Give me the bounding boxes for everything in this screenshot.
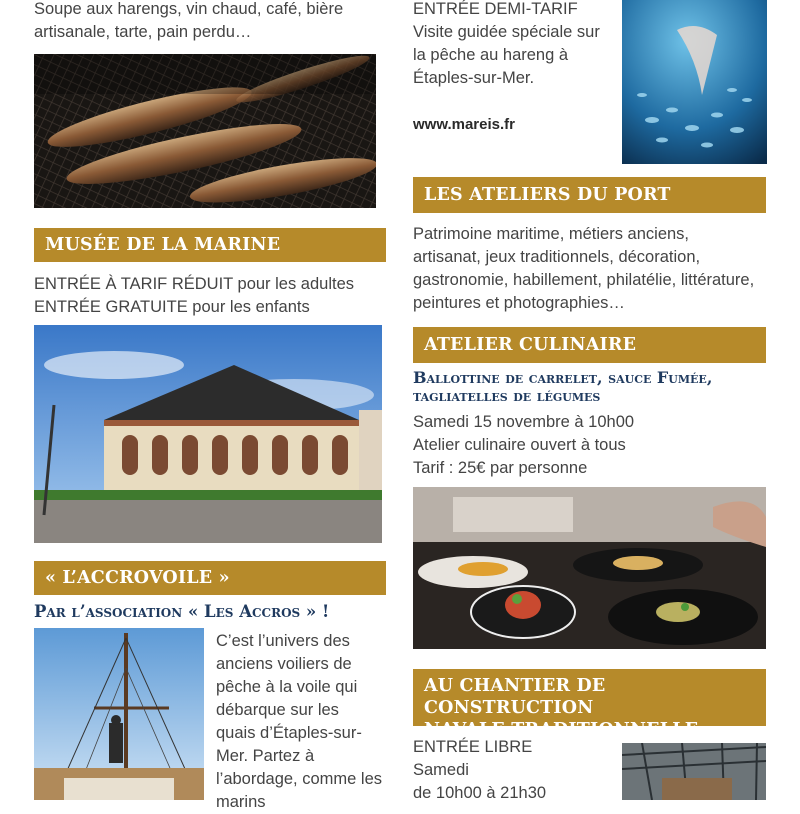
accrovoile-body: C’est l’univers des anciens voiliers de pêche à la voile qui débarque sur les quais d’Étaples-sur-Mer. Partez à l’abordage, comme les marins xyxy=(216,632,382,811)
cooking-dishes-photo xyxy=(413,487,766,649)
musee-tarif-enfants: ENTRÉE GRATUITE pour les enfants xyxy=(34,298,310,316)
chantier-naval-title-line1: AU CHANTIER DE CONSTRUCTION xyxy=(424,676,606,718)
musee-tarif-adultes: ENTRÉE À TARIF RÉDUIT pour les adultes xyxy=(34,275,355,293)
mareis-demi-tarif: ENTRÉE DEMI-TARIF xyxy=(413,0,578,18)
chantier-hours: de 10h00 à 21h30 xyxy=(413,784,547,802)
musee-building-photo xyxy=(34,325,382,543)
sailboat-photo xyxy=(34,628,204,800)
accrovoile-subtitle: Par l’association « Les Accros » ! xyxy=(34,602,330,621)
atelier-culinaire-info: Atelier culinaire ouvert à tous xyxy=(413,436,626,454)
accrovoile-title: « L’ACCROVOILE » xyxy=(45,568,230,588)
accrovoile-heading xyxy=(34,561,386,595)
musee-marine-title: MUSÉE DE LA MARINE xyxy=(45,235,281,255)
atelier-culinaire-subtitle: Ballottine de carrelet, sauce Fumée, tagliatelles de légumes xyxy=(413,368,713,405)
mareis-visite-text: Visite guidée spéciale sur la pêche au hareng à Étaples-sur-Mer. xyxy=(413,23,600,87)
chantier-entree: ENTRÉE LIBRE xyxy=(413,738,533,756)
atelier-culinaire-date: Samedi 15 novembre à 10h00 xyxy=(413,413,635,431)
food-intro-text: Soupe aux harengs, vin chaud, café, bière artisanale, tarte, pain perdu… xyxy=(34,0,344,41)
atelier-culinaire-tarif: Tarif : 25€ par personne xyxy=(413,459,588,477)
chantier-day: Samedi xyxy=(413,761,469,779)
ateliers-port-heading xyxy=(413,177,766,213)
aquarium-photo xyxy=(622,0,767,164)
ateliers-port-body: Patrimoine maritime, métiers anciens, artisanat, jeux traditionnels, décoration, gastronomie, habillement, philatélie, littérature, peintures et photographies… xyxy=(413,225,755,312)
shipyard-photo xyxy=(622,743,766,800)
chantier-naval-title-line2: NAVALE TRADITIONNELLE xyxy=(424,720,699,740)
chantier-naval-heading xyxy=(413,669,766,740)
musee-marine-heading xyxy=(34,228,386,262)
ateliers-port-title: LES ATELIERS DU PORT xyxy=(424,185,671,205)
grilled-herring-photo xyxy=(34,54,376,208)
atelier-culinaire-title: ATELIER CULINAIRE xyxy=(424,335,637,355)
atelier-culinaire-heading xyxy=(413,327,766,363)
mareis-website-link[interactable]: www.mareis.fr xyxy=(413,116,515,133)
